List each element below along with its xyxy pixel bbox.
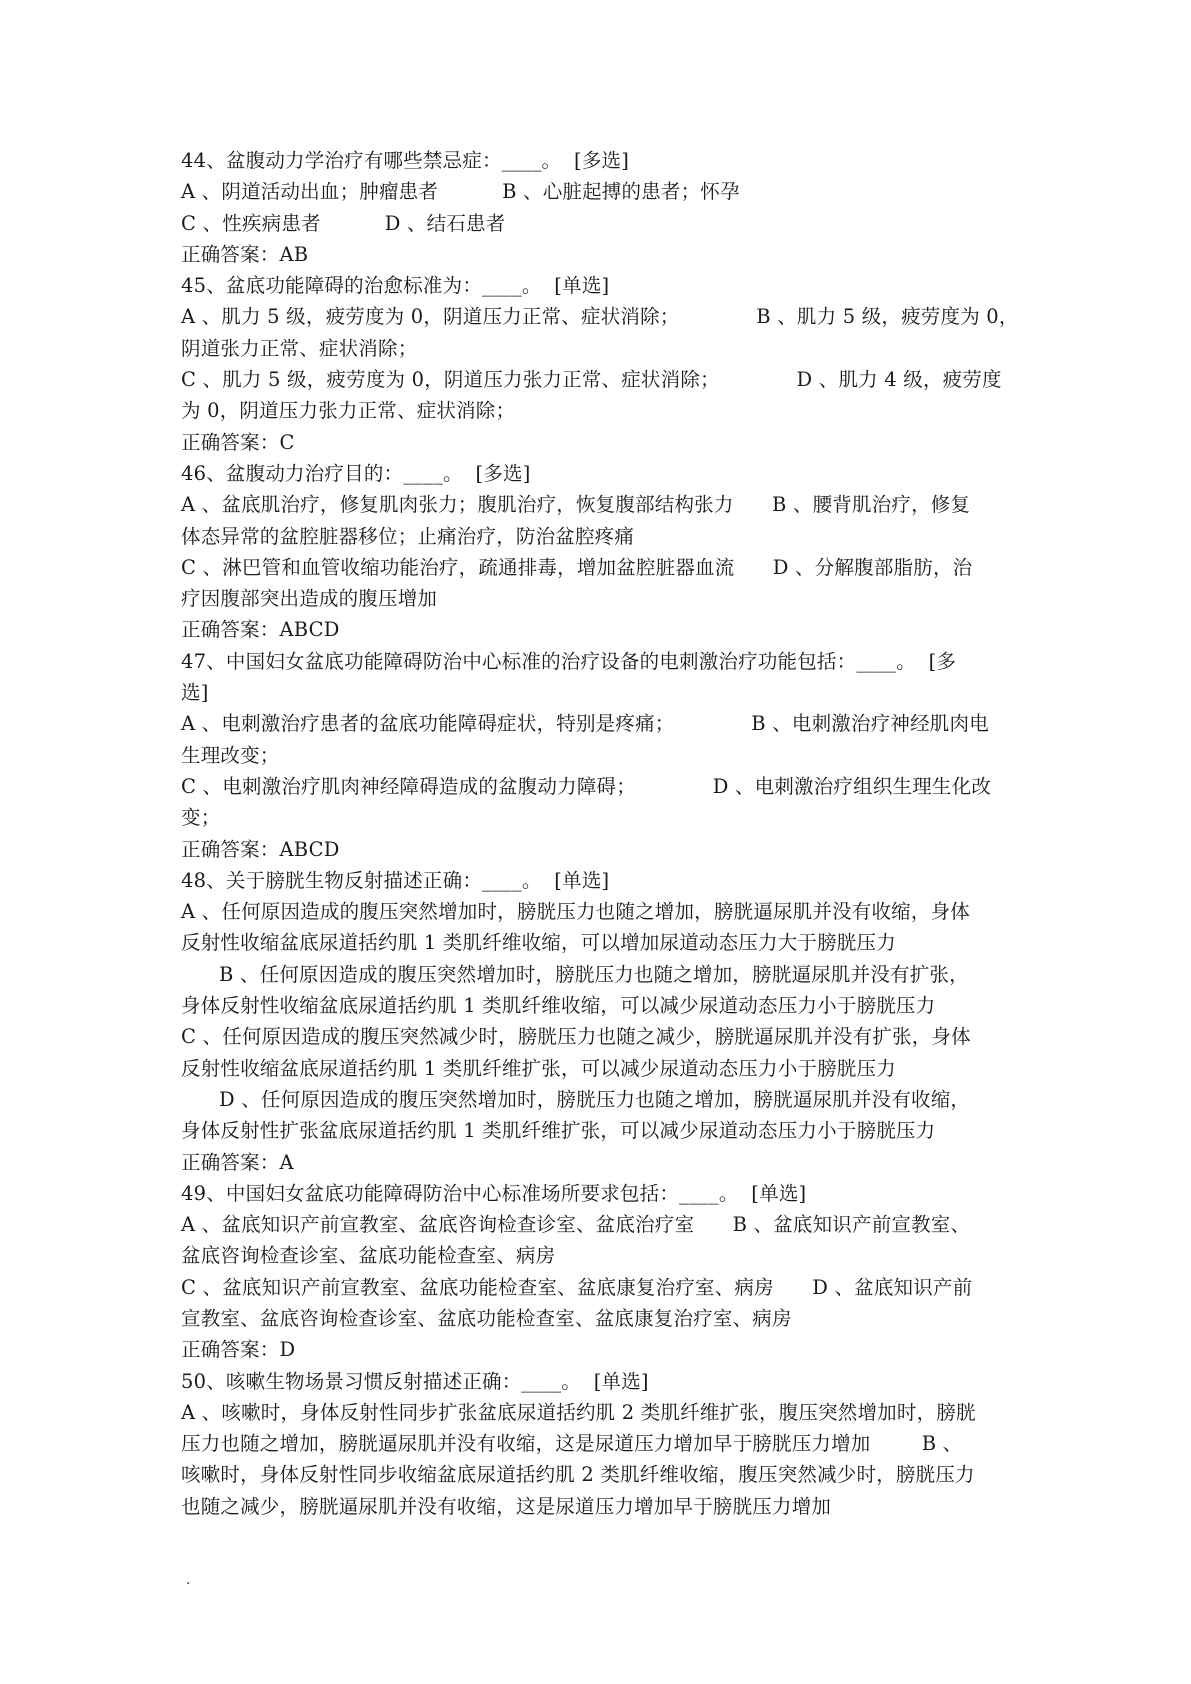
question-48-option-line: D 、任何原因造成的腹压突然增加时，膀胱压力也随之增加，膀胱逼尿肌并没有收缩， bbox=[219, 1087, 971, 1111]
question-47-option-line: C 、电刺激治疗肌肉神经障碍造成的盆腹动力障碍； D 、电刺激治疗组织生理生化改 bbox=[181, 774, 992, 798]
question-50-option-line: 咳嗽时，身体反射性同步收缩盆底尿道括约肌 2 类肌纤维收缩，腹压突然减少时，膀胱压力 bbox=[181, 1463, 975, 1487]
question-48-option-line: A 、任何原因造成的腹压突然增加时，膀胱压力也随之增加，膀胱逼尿肌并没有收缩，身体 bbox=[181, 900, 970, 924]
question-45-option-line: 阴道张力正常、症状消除； bbox=[181, 336, 418, 360]
question-47-option-line: 生理改变； bbox=[181, 743, 280, 767]
question-45-answer: 正确答案：C bbox=[181, 430, 295, 454]
question-50-option-line: 也随之减少，膀胱逼尿肌并没有收缩，这是尿道压力增加早于膀胱压力增加 bbox=[181, 1494, 832, 1518]
question-47-answer: 正确答案：ABCD bbox=[181, 837, 340, 861]
question-46-option-line: 疗因腹部突出造成的腹压增加 bbox=[181, 587, 438, 611]
question-47-option-line: 变； bbox=[181, 806, 221, 830]
question-50-title: 50、咳嗽生物场景习惯反射描述正确：____。 [单选] bbox=[181, 1369, 649, 1393]
question-47-title-cont: 选] bbox=[181, 681, 209, 705]
question-46-title: 46、盆腹动力治疗目的：____。 [多选] bbox=[181, 461, 531, 485]
question-49-option-line: 宣教室、盆底咨询检查诊室、盆底功能检查室、盆底康复治疗室、病房 bbox=[181, 1306, 792, 1330]
question-46-option-line: 体态异常的盆腔脏器移位；止痛治疗，防治盆腔疼痛 bbox=[181, 524, 635, 548]
question-50-option-line: A 、咳嗽时，身体反射性同步扩张盆底尿道括约肌 2 类肌纤维扩张，腹压突然增加时，膀胱 bbox=[181, 1400, 976, 1424]
question-44-options-cd: C 、性疾病患者 D 、结石患者 bbox=[181, 211, 506, 235]
document-body bbox=[181, 145, 1019, 1522]
question-48-option-line: B 、任何原因造成的腹压突然增加时，膀胱压力也随之增加，膀胱逼尿肌并没有扩张， bbox=[219, 962, 969, 986]
question-48-title: 48、关于膀胱生物反射描述正确：____。 [单选] bbox=[181, 868, 610, 892]
question-44-title: 44、盆腹动力学治疗有哪些禁忌症：____。 [多选] bbox=[181, 149, 630, 172]
question-47-option-line: A 、电刺激治疗患者的盆底功能障碍症状，特别是疼痛； B 、电刺激治疗神经肌肉电 bbox=[181, 712, 989, 736]
question-45-option-line: 为 0，阴道压力张力正常、症状消除； bbox=[181, 399, 516, 423]
question-49-option-line: C 、盆底知识产前宣教室、盆底功能检查室、盆底康复治疗室、病房 D 、盆底知识产前 bbox=[181, 1275, 973, 1299]
question-45-title: 45、盆底功能障碍的治愈标准为：____。 [单选] bbox=[181, 274, 610, 298]
question-47-title: 47、中国妇女盆底功能障碍防治中心标准的治疗设备的电刺激治疗功能包括：____。 [多 bbox=[181, 649, 957, 673]
question-49-title: 49、中国妇女盆底功能障碍防治中心标准场所要求包括：____。 [单选] bbox=[181, 1181, 807, 1205]
question-48-answer: 正确答案：A bbox=[181, 1150, 294, 1174]
question-44-options-ab: A 、阴道活动出血；肿瘤患者 B 、心脏起搏的患者；怀孕 bbox=[181, 180, 740, 204]
question-48-option-line: 反射性收缩盆底尿道括约肌 1 类肌纤维扩张，可以减少尿道动态压力小于膀胱压力 bbox=[181, 1056, 896, 1080]
question-50-option-line: 压力也随之增加，膀胱逼尿肌并没有收缩，这是尿道压力增加早于膀胱压力增加 B 、 bbox=[181, 1432, 963, 1456]
question-45-option-line: C 、肌力 5 级，疲劳度为 0，阴道压力张力正常、症状消除； D 、肌力 4 级，疲劳度 bbox=[181, 368, 1002, 392]
question-45-option-line: A 、肌力 5 级，疲劳度为 0，阴道压力正常、症状消除； B 、肌力 5 级，疲劳度为 0， bbox=[181, 305, 1019, 329]
question-48-option-line: 身体反射性扩张盆底尿道括约肌 1 类肌纤维扩张，可以减少尿道动态压力小于膀胱压力 bbox=[181, 1119, 936, 1143]
question-44-answer: 正确答案：AB bbox=[181, 242, 309, 266]
question-48-option-line: 反射性收缩盆底尿道括约肌 1 类肌纤维收缩，可以增加尿道动态压力大于膀胱压力 bbox=[181, 931, 896, 955]
question-46-option-line: A 、盆底肌治疗，修复肌肉张力；腹肌治疗，恢复腹部结构张力 B 、腰背肌治疗，修复 bbox=[181, 493, 971, 517]
question-46-option-line: C 、淋巴管和血管收缩功能治疗，疏通排毒，增加盆腔脏器血流 D 、分解腹部脂肪，治 bbox=[181, 555, 973, 579]
question-49-answer: 正确答案：D bbox=[181, 1338, 296, 1362]
question-49-option-line: 盆底咨询检查诊室、盆底功能检查室、病房 bbox=[181, 1244, 556, 1268]
footer-mark: . bbox=[186, 1572, 191, 1588]
question-48-option-line: 身体反射性收缩盆底尿道括约肌 1 类肌纤维收缩，可以减少尿道动态压力小于膀胱压力 bbox=[181, 994, 936, 1018]
question-49-option-line: A 、盆底知识产前宣教室、盆底咨询检查诊室、盆底治疗室 B 、盆底知识产前宣教室、 bbox=[181, 1213, 971, 1237]
question-46-answer: 正确答案：ABCD bbox=[181, 618, 340, 642]
question-48-option-line: C 、任何原因造成的腹压突然减少时，膀胱压力也随之减少，膀胱逼尿肌并没有扩张，身体 bbox=[181, 1025, 971, 1049]
